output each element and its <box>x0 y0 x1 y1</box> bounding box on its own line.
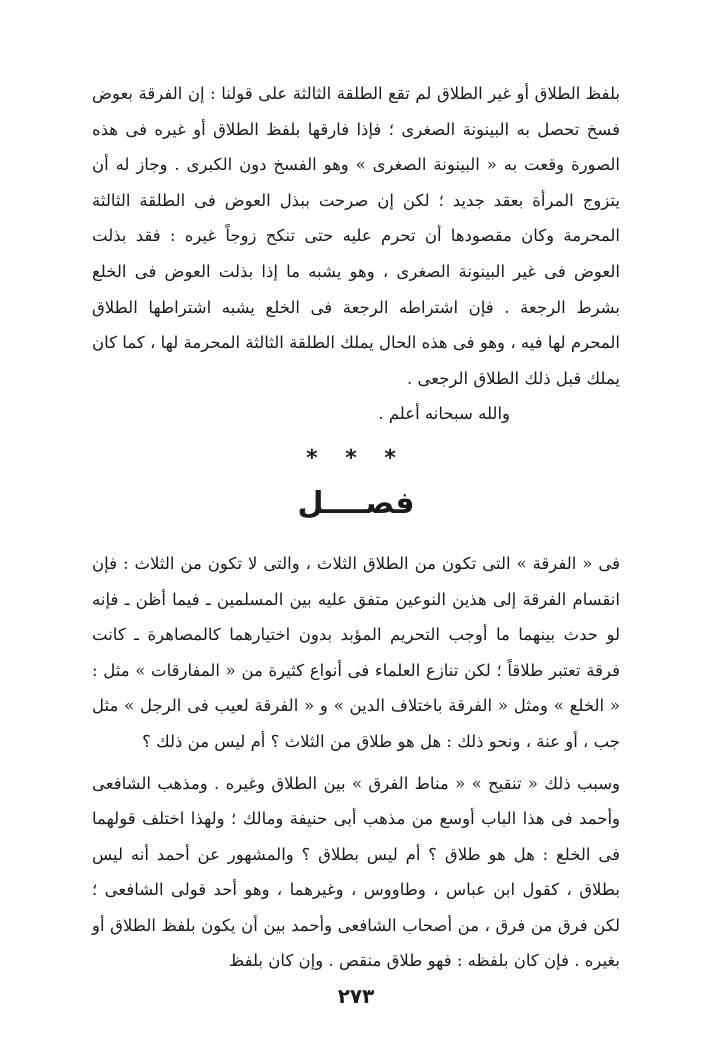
section-heading-wrap <box>92 480 620 536</box>
section-paragraph-1: فى « الفرقة » التى تكون من الطلاق الثلاث ، والتى لا تكون من الثلاث : فإن انقسام الفرقة إلى هذين النوعين متفق عليه بين المسلمين ـ فيما أظن ـ فإنه لو حدث بينهما ما أوجب التحريم المؤبد بدون اختيارهما كالمصاهرة ـ كانت فرقة تعتبر طلاقاً ؛ لكن تنازع العلماء فى أنواع كثيرة من « المفارقات » مثل : « الخلع » ومثل « الفرقة باختلاف الدين » و « الفرقة لعيب فى الرجل » مثل جب ، أو عنة ، ونحو ذلك : هل هو طلاق من الثلاث ؟ أم ليس من ذلك ؟ <box>92 553 620 751</box>
section-separator: * * * <box>306 445 406 471</box>
section-body <box>92 546 620 979</box>
opening-paragraph: بلفظ الطلاق أو غير الطلاق لم تقع الطلقة الثالثة على قولنا : إن الفرقة بعوض فسخ تحصل به البينونة الصغرى ؛ فإذا فارقها بلفظ الطلاق أو غيره فى هذه الصورة وقعت به « البينونة الصغرى » وهو الفسخ دون الكبرى . وجاز له أن يتزوج المرأة بعقد جديد ؛ لكن إن صرحت ببذل العوض فى الطلقة الثالثة المحرمة وكان مقصودها أن تحرم عليه حتى تنكح زوجاً غيره : فقد بذلت العوض فى غير البينونة الصغرى ، وهو يشبه ما إذا بذلت العوض فى الخلع بشرط الرجعة . فإن اشتراطه الرجعة فى الخلع يشبه اشتراطها الطلاق المحرم لها فيه ، وهو فى هذه الحال يملك الطلقة الثالثة المحرمة لها ، كما كان يملك قبل ذلك الطلاق الرجعى . <box>92 84 620 388</box>
section-paragraph-2: وسبب ذلك « تنقيح » « مناط الفرق » بين الطلاق وغيره . ومذهب الشافعى وأحمد فى هذا الباب أوسع من مذهب أبى حنيفة ومالك ؛ ولهذا اختلف قولهما فى الخلع : هل هو طلاق ؟ أم ليس بطلاق ؟ والمشهور عن أحمد أنه ليس بطلاق ، كقول ابن عباس ، وطاووس ، وغيرهما ، وهو أحد قولى الشافعى ؛ لكن فرق من فرق ، من أصحاب الشافعى وأحمد بين أن يكون بلفظ الطلاق أو بغيره . فإن كان بلفظه : فهو طلاق منقص . وإن كان بلفظ <box>92 773 620 971</box>
book-page <box>92 76 620 1016</box>
closing-line: والله سبحانه أعلم . <box>378 404 510 424</box>
page-number: ٢٧٣ <box>337 984 375 1008</box>
section-heading-text: فصــــل <box>297 485 415 521</box>
section-heading <box>264 480 449 536</box>
